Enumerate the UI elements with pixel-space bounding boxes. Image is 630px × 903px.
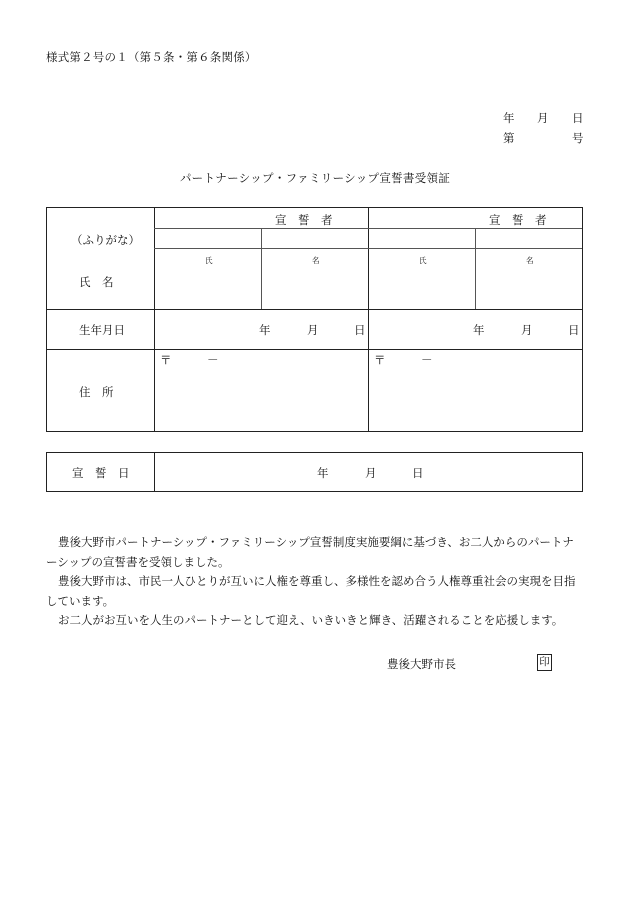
birth-day-2: 日 <box>568 323 580 337</box>
postal-mark-1: 〒 <box>160 353 172 367</box>
row-divider-furigana <box>154 248 582 249</box>
declaration-month: 月 <box>365 466 377 480</box>
birth-month-1: 月 <box>307 323 319 337</box>
declaration-year: 年 <box>317 466 329 480</box>
address-label: 住 所 <box>79 385 114 399</box>
birth-day-1: 日 <box>354 323 366 337</box>
paragraph-1-line-1: 豊後大野市パートナーシップ・ファミリーシップ宣誓制度実施要綱に基づき、お二人からのパートナ <box>58 535 574 549</box>
declarant-header-2: 宣 誓 者 <box>489 213 547 227</box>
top-year-label: 年 <box>503 111 515 125</box>
paragraph-2-line-1: 豊後大野市は、市民一人ひとりが互いに人権を尊重し、多様性を認め合う人権尊重社会の実現を目指 <box>58 574 576 588</box>
given-name-label-1: 名 <box>312 256 320 265</box>
birth-year-1: 年 <box>259 323 271 337</box>
mayor-title: 豊後大野市長 <box>387 657 456 671</box>
postal-dash-2: － <box>421 353 433 367</box>
declaration-date-table <box>46 452 583 492</box>
declarant-table <box>46 207 583 432</box>
birth-date-label: 生年月日 <box>79 323 125 337</box>
surname-label-1: 氏 <box>205 256 213 265</box>
postal-mark-2: 〒 <box>374 353 386 367</box>
birth-year-2: 年 <box>473 323 485 337</box>
top-month-label: 月 <box>537 111 549 125</box>
paragraph-1-line-2: ーシップの宣誓書を受領しました。 <box>46 554 230 569</box>
name-label: 氏 名 <box>79 275 114 289</box>
paragraph-2-line-2: しています。 <box>46 593 115 608</box>
body-text <box>46 533 586 631</box>
surname-label-2: 氏 <box>419 256 427 265</box>
declarant-header-1: 宣 誓 者 <box>275 213 333 227</box>
row-divider-header <box>154 228 582 229</box>
row-divider-birth <box>47 349 582 350</box>
col-divider-right-name <box>475 228 476 309</box>
given-name-label-2: 名 <box>526 256 534 265</box>
top-number-suffix: 号 <box>572 131 584 145</box>
postal-dash-1: － <box>207 353 219 367</box>
form-number: 様式第２号の１（第５条・第６条関係） <box>46 50 257 64</box>
declaration-day: 日 <box>412 466 424 480</box>
document-title: パートナーシップ・ファミリーシップ宣誓書受領証 <box>179 171 451 185</box>
declaration-date-label: 宣 誓 日 <box>72 466 130 480</box>
top-number-prefix: 第 <box>503 131 515 145</box>
paragraph-3-line-1: お二人がお互いを人生のパートナーとして迎え、いきいきと輝き、活躍されることを応援します。 <box>58 613 564 627</box>
col-divider-label <box>154 208 155 431</box>
row-divider-name <box>47 309 582 310</box>
seal-stamp: 印 <box>537 654 552 671</box>
col-divider-left-name <box>261 228 262 309</box>
col-divider-middle <box>368 208 369 431</box>
top-day-label: 日 <box>572 111 584 125</box>
furigana-label: （ふりがな） <box>71 233 140 247</box>
birth-month-2: 月 <box>521 323 533 337</box>
declaration-date-divider <box>154 453 155 491</box>
